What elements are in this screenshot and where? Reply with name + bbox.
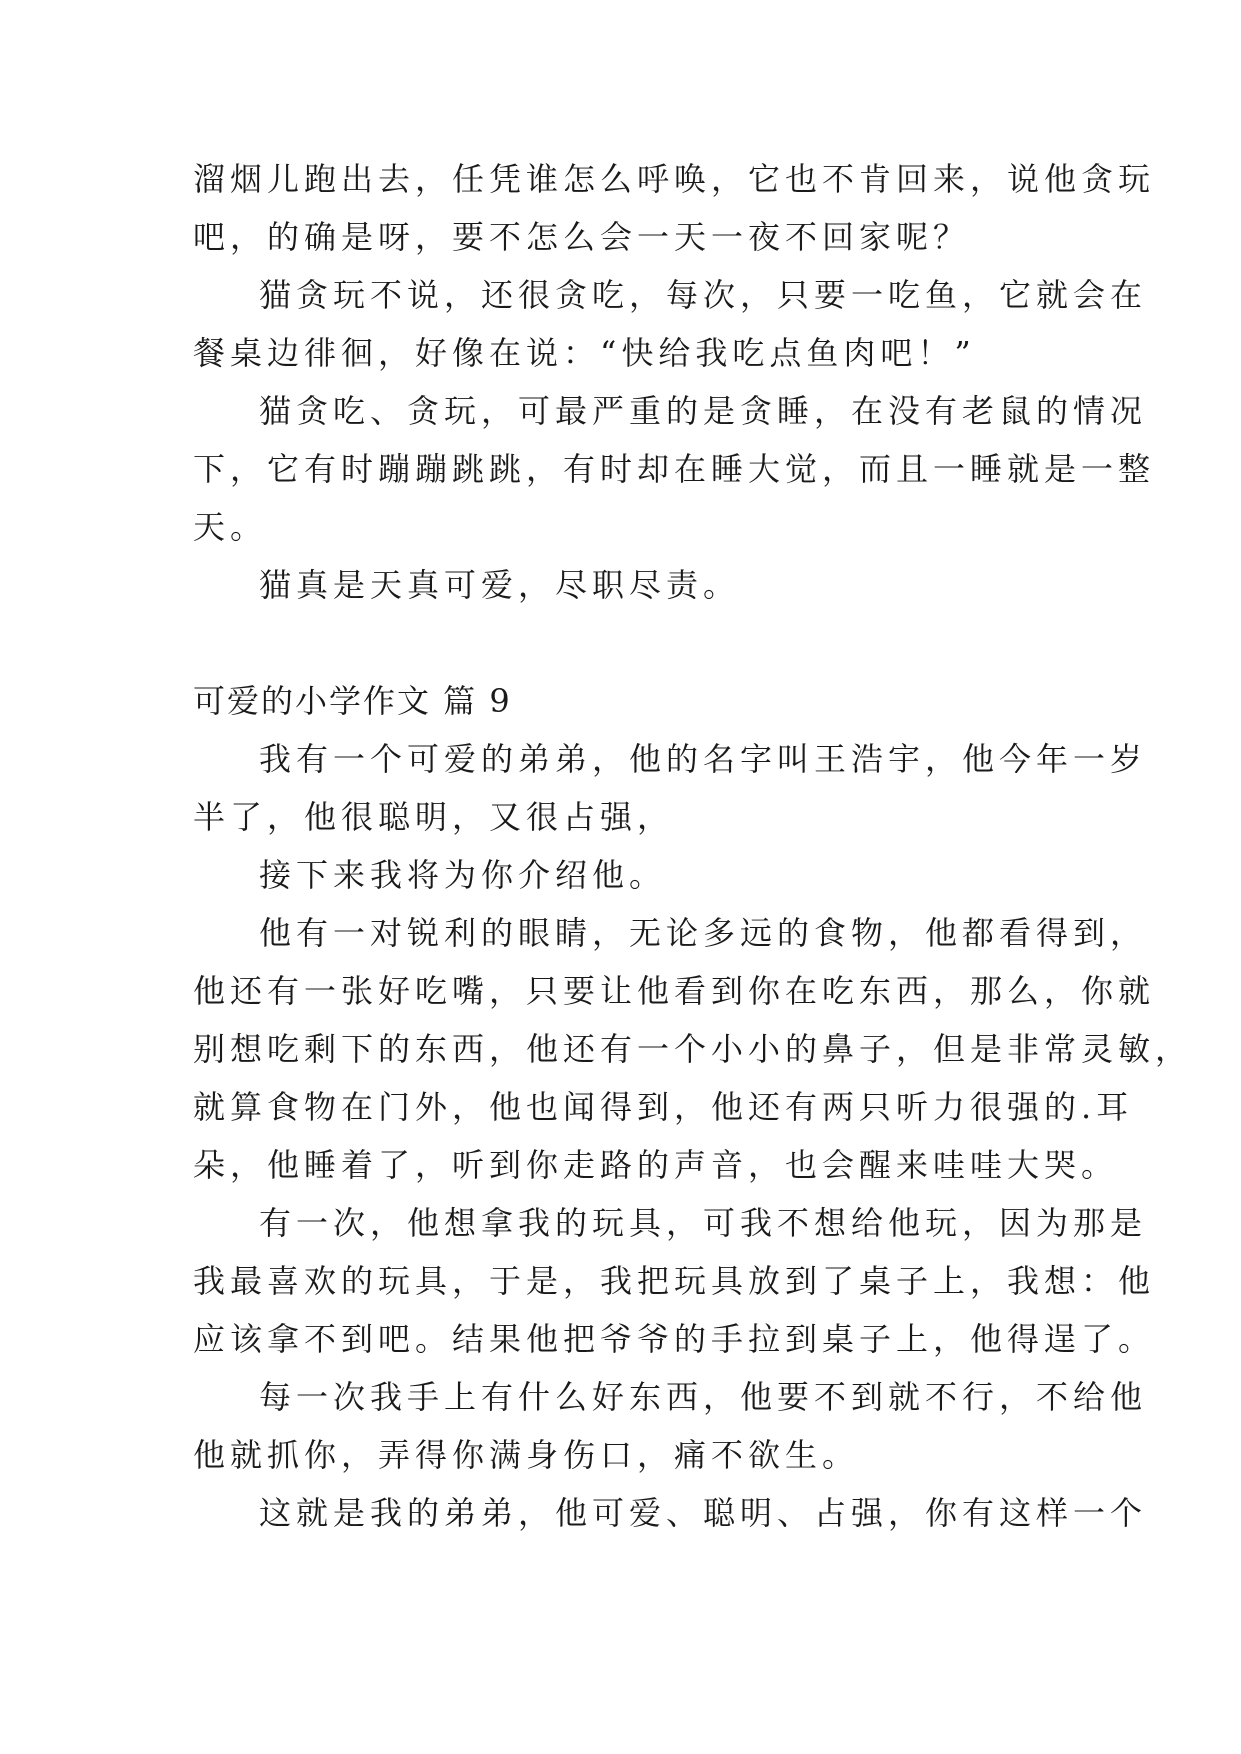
paragraph bbox=[193, 846, 1053, 904]
text-line: 吧，的确是呀，要不怎么会一天一夜不回家呢？ bbox=[193, 218, 971, 256]
paragraph bbox=[193, 556, 1053, 614]
text-line: 这就是我的弟弟，他可爱、聪明、占强，你有这样一个 bbox=[259, 1494, 1148, 1532]
text-line: 天。 bbox=[193, 508, 268, 546]
document-page bbox=[193, 150, 1193, 1542]
paragraph bbox=[193, 1194, 1156, 1368]
paragraph bbox=[193, 266, 1148, 382]
text-line: 他有一对锐利的眼睛，无论多远的食物，他都看得到， bbox=[259, 914, 1148, 952]
text-line: 猫贪吃、贪玩，可最严重的是贪睡，在没有老鼠的情况 bbox=[259, 392, 1148, 430]
text-line: 每一次我手上有什么好东西，他要不到就不行，不给他 bbox=[259, 1378, 1148, 1416]
text-line: 下，它有时蹦蹦跳跳，有时却在睡大觉，而且一睡就是一整 bbox=[193, 450, 1156, 488]
text-line: 半了，他很聪明，又很占强， bbox=[193, 798, 675, 836]
text-line: 别想吃剩下的东西，他还有一个小小的鼻子，但是非常灵敏， bbox=[193, 1030, 1193, 1068]
text-line: 他还有一张好吃嘴，只要让他看到你在吃东西，那么，你就 bbox=[193, 972, 1156, 1010]
paragraph bbox=[193, 1368, 1148, 1484]
paragraph bbox=[193, 1484, 1148, 1542]
text-line: 猫真是天真可爱，尽职尽责。 bbox=[259, 566, 741, 604]
text-line: 就算食物在门外，他也闻得到，他还有两只听力很强的.耳 bbox=[193, 1088, 1134, 1126]
blank-line bbox=[193, 614, 1053, 672]
text-line: 猫贪玩不说，还很贪吃，每次，只要一吃鱼，它就会在 bbox=[259, 276, 1148, 314]
text-line: 接下来我将为你介绍他。 bbox=[259, 856, 667, 894]
paragraph bbox=[193, 904, 1193, 1194]
text-line: 有一次，他想拿我的玩具，可我不想给他玩，因为那是 bbox=[259, 1204, 1148, 1242]
paragraph bbox=[193, 150, 1156, 266]
paragraph bbox=[193, 730, 1148, 846]
section-title: 可爱的小学作文 篇 9 bbox=[193, 682, 512, 720]
text-line: 餐桌边徘徊，好像在说：“快给我吃点鱼肉吧！” bbox=[193, 334, 976, 372]
text-line: 溜烟儿跑出去，任凭谁怎么呼唤，它也不肯回来，说他贪玩 bbox=[193, 160, 1156, 198]
text-line: 我有一个可爱的弟弟，他的名字叫王浩宇，他今年一岁 bbox=[259, 740, 1148, 778]
text-line: 朵，他睡着了，听到你走路的声音，也会醒来哇哇大哭。 bbox=[193, 1146, 1119, 1184]
text-line: 应该拿不到吧。结果他把爷爷的手拉到桌子上，他得逞了。 bbox=[193, 1320, 1156, 1358]
text-line: 我最喜欢的玩具，于是，我把玩具放到了桌子上，我想：他 bbox=[193, 1262, 1156, 1300]
paragraph bbox=[193, 382, 1156, 556]
text-line: 他就抓你，弄得你满身伤口，痛不欲生。 bbox=[193, 1436, 860, 1474]
